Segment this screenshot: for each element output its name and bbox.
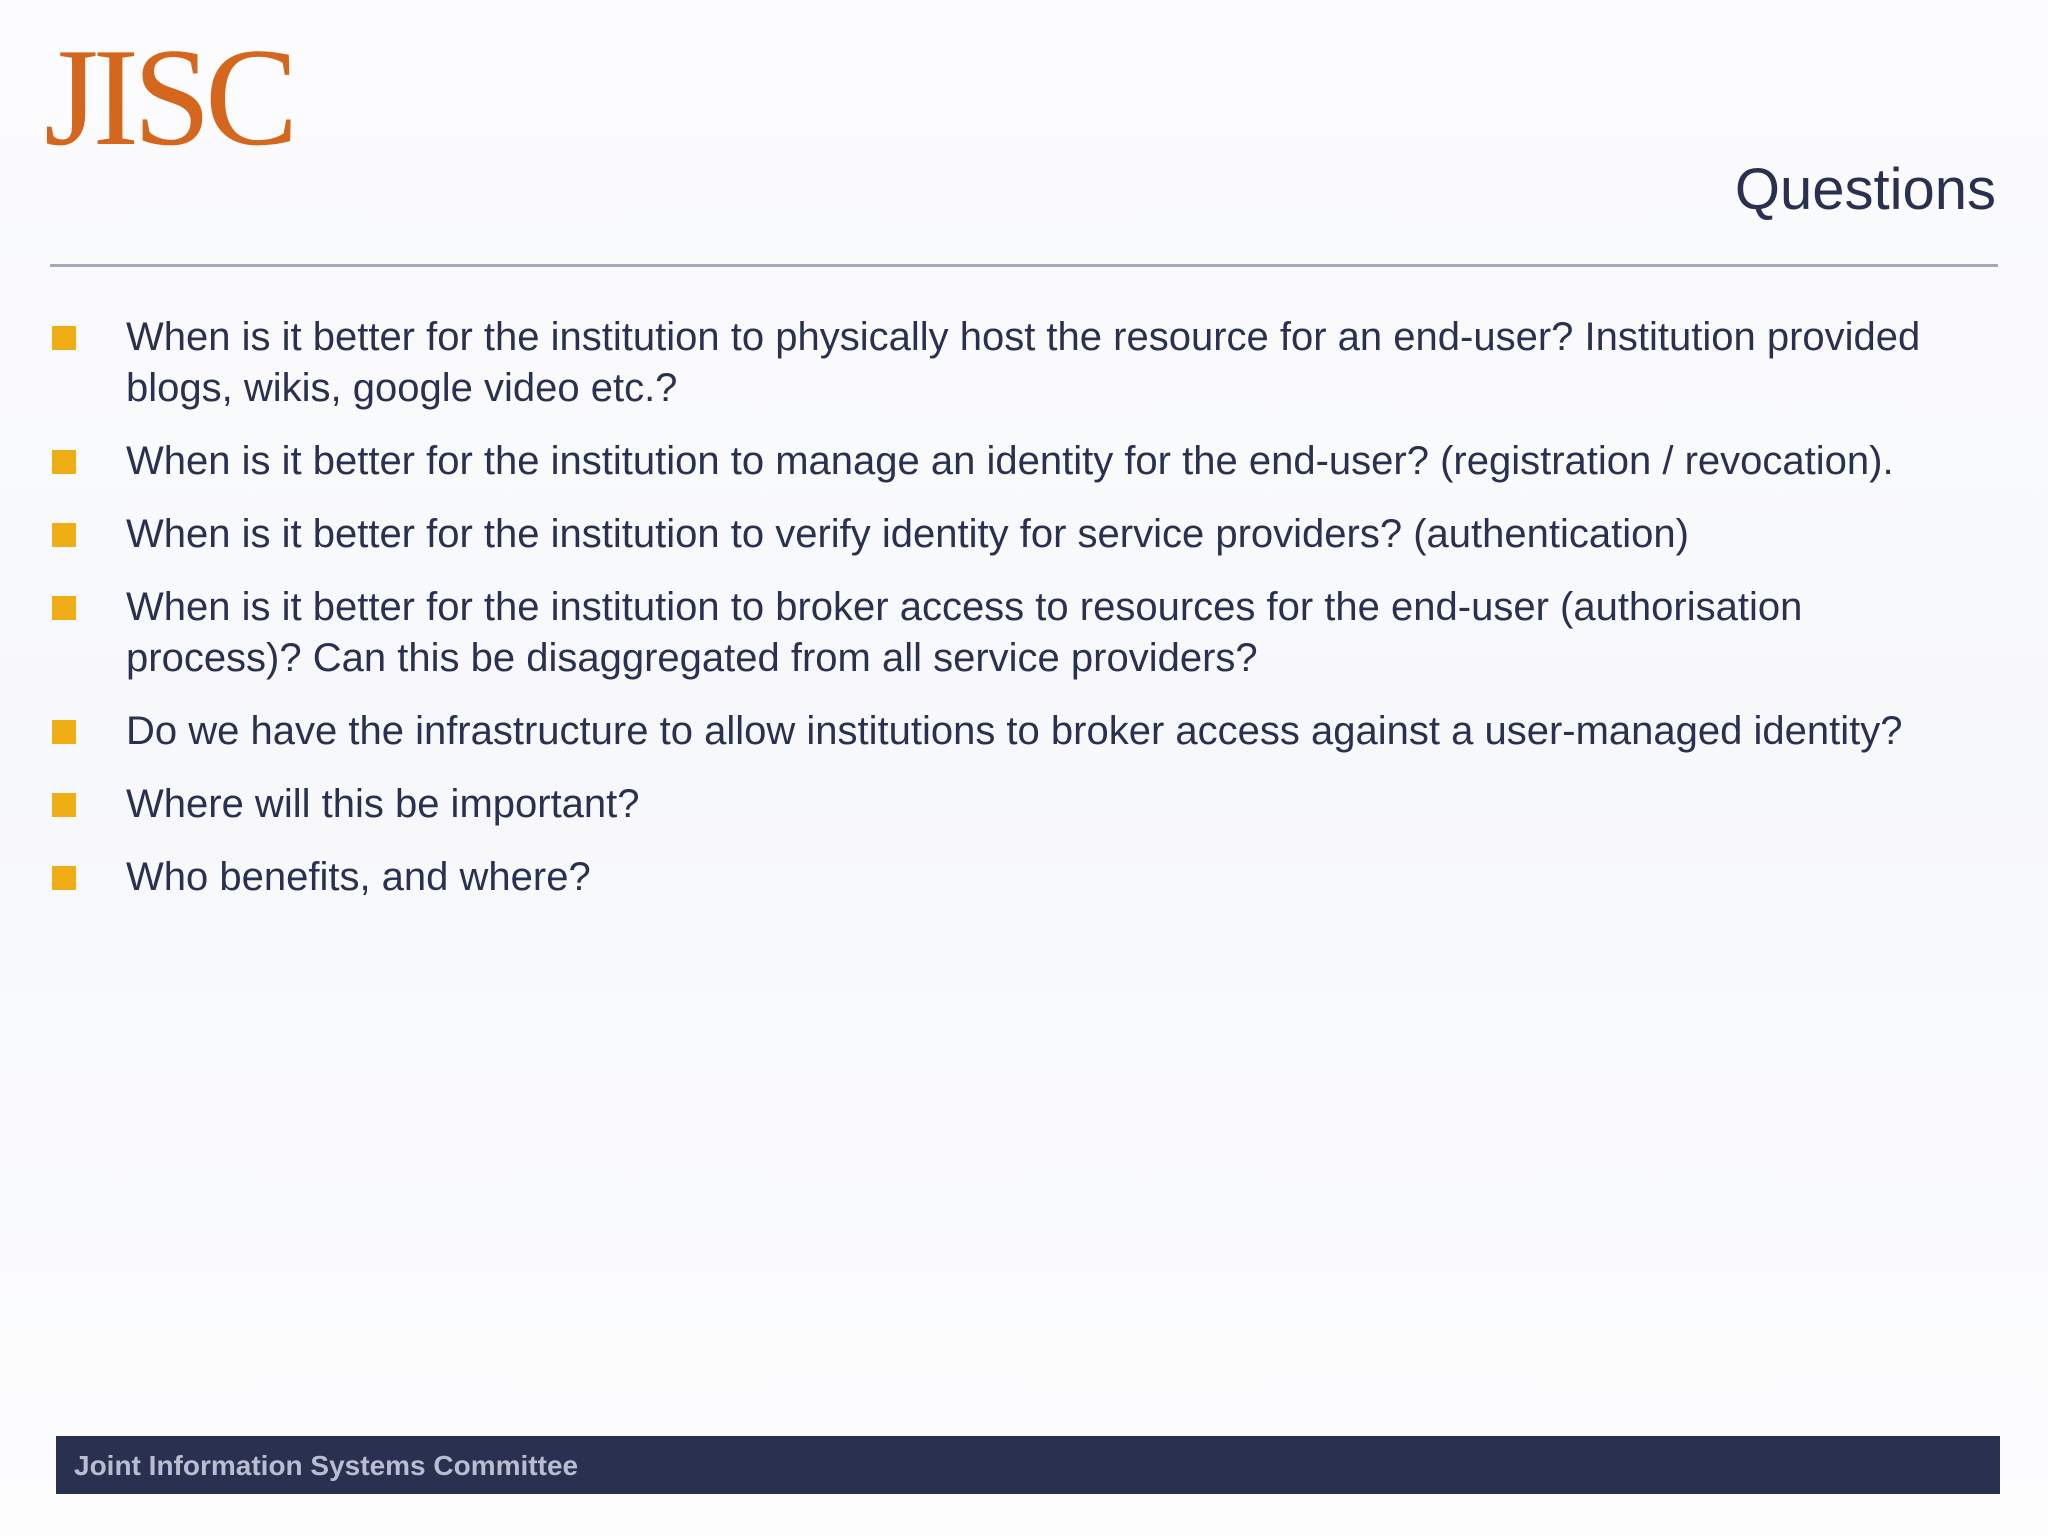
square-bullet-icon: [52, 450, 76, 474]
list-item-text: Where will this be important?: [126, 782, 640, 826]
slide-title: Questions: [1734, 157, 1996, 222]
square-bullet-icon: [52, 596, 76, 620]
square-bullet-icon: [52, 866, 76, 890]
list-item: [52, 852, 1952, 903]
list-item-text: When is it better for the institution to verify identity for service providers? (authentication): [126, 512, 1689, 556]
footer-bar: [56, 1436, 2000, 1494]
question-list: [52, 312, 1952, 925]
list-item: [52, 582, 1952, 684]
list-item-text: Do we have the infrastructure to allow institutions to broker access against a user-managed identity?: [126, 709, 1903, 753]
list-item: [52, 312, 1952, 414]
square-bullet-icon: [52, 326, 76, 350]
jisc-logo: JISC: [44, 20, 293, 175]
list-item-text: When is it better for the institution to broker access to resources for the end-user (authorisation process)? Can this be disaggregated from all service providers?: [126, 585, 1803, 680]
list-item-text: When is it better for the institution to physically host the resource for an end-user? Institution provided blogs, wikis, google video etc.?: [126, 315, 1921, 410]
square-bullet-icon: [52, 793, 76, 817]
list-item: [52, 779, 1952, 830]
list-item-text: Who benefits, and where?: [126, 855, 591, 899]
list-item-text: When is it better for the institution to manage an identity for the end-user? (registration / revocation).: [126, 439, 1894, 483]
list-item: [52, 436, 1952, 487]
list-item: [52, 509, 1952, 560]
square-bullet-icon: [52, 523, 76, 547]
list-item: [52, 706, 1952, 757]
footer-text: Joint Information Systems Committee: [74, 1450, 579, 1481]
title-divider: [50, 264, 1998, 267]
square-bullet-icon: [52, 720, 76, 744]
